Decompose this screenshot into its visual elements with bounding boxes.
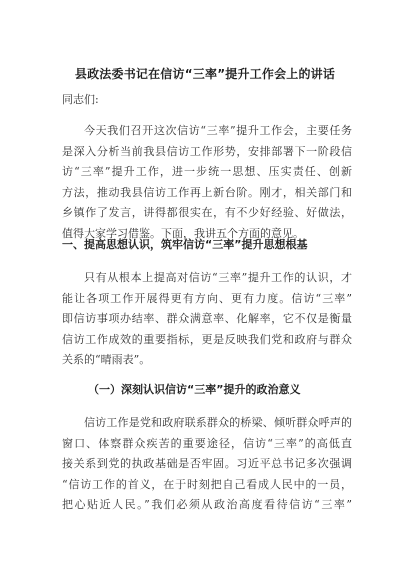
paragraph-line: 值得大家学习借鉴。下面，我讲五个方面的意见。 (62, 226, 304, 240)
paragraph-line: “信访工作的首义，在于时刻把自己看成人民中的一员， (62, 477, 352, 491)
paragraph-line: 今天我们召开这次信访“三率”提升工作会，主要任务 (84, 124, 352, 137)
paragraph-line: 关系的“晴雨表”。 (62, 353, 151, 366)
paragraph-line: 把心贴近人民。”我们必须从政治高度看待信访“三率” (62, 498, 352, 511)
paragraph-line: 乡镇作了发言，讲得都很实在，有不少好经验、好做法， (62, 206, 352, 219)
salutation: 同志们: (62, 93, 99, 106)
paragraph-line: 接关系到党的执政基础是否牢固。习近平总书记多次强调 (62, 457, 352, 470)
paragraph-line: 能让各项工作开展得更有方向、更有力度。信访“三率” (62, 291, 352, 305)
paragraph-subsection-1 (62, 413, 352, 516)
paragraph-line: 窗口、体察群众疾苦的重要途径，信访“三率”的高低直 (62, 436, 352, 450)
paragraph-line: 访“三率”提升工作，进一步统一思想、压实责任、创新 (62, 165, 352, 178)
paragraph-line: 只有从根本上提高对信访“三率”提升工作的认识，才 (84, 271, 352, 284)
paragraph-section-1 (62, 268, 352, 371)
section-heading-1: 一、提高思想认识，筑牢信访“三率”提升思想根基 (62, 238, 308, 251)
subsection-heading-1: （一）深刻认识信访“三率”提升的政治意义 (88, 383, 301, 396)
paragraph-line: 信访工作成效的重要指标，更是反映我们党和政府与群众 (62, 332, 352, 346)
paragraph-line: 方法，推动我县信访工作再上新台阶。刚才，相关部门和 (62, 185, 352, 199)
paragraph-line: 是深入分析当前我县信访工作形势，安排部署下一阶段信 (62, 144, 352, 158)
document-title: 县政法委书记在信访“三率”提升工作会上的讲话 (74, 67, 336, 81)
paragraph-line: 即信访事项办结率、群众满意率、化解率，它不仅是衡量 (62, 312, 352, 325)
paragraph-intro (62, 121, 352, 244)
paragraph-line: 信访工作是党和政府联系群众的桥梁、倾听群众呼声的 (84, 416, 352, 429)
